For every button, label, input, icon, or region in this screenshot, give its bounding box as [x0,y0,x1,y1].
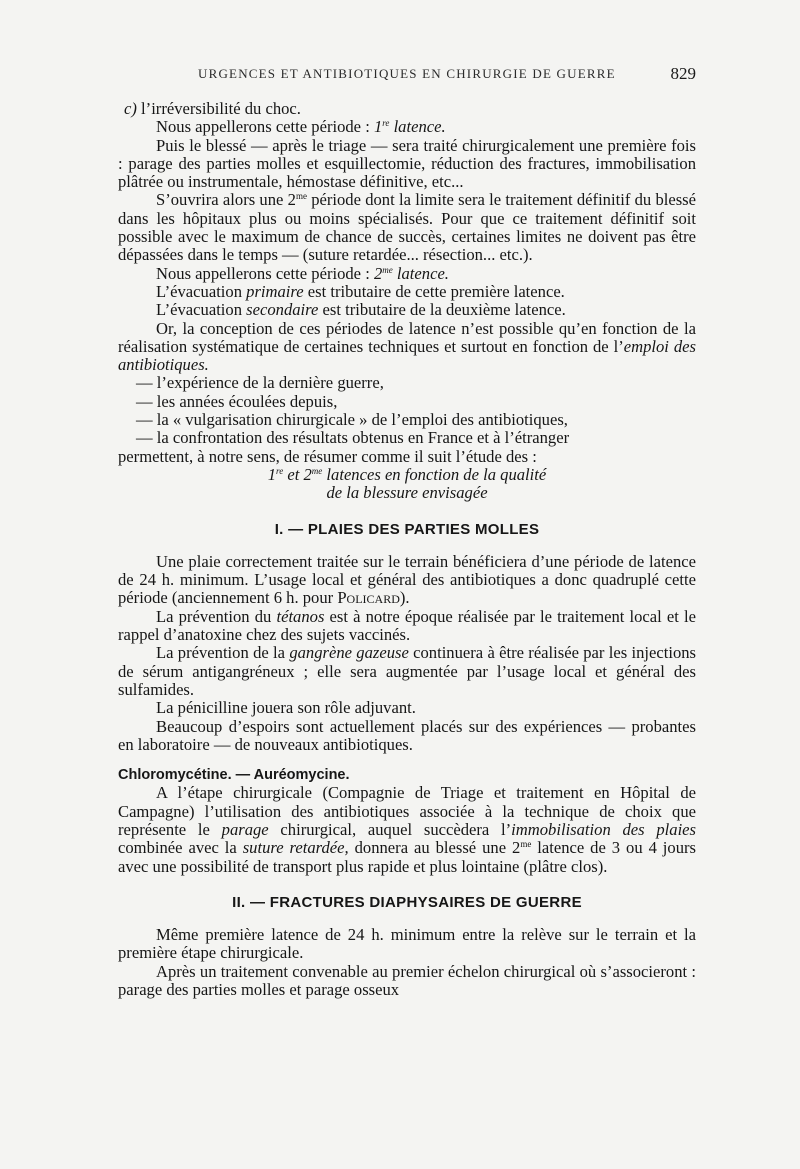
paragraph [118,301,696,319]
page-number: 829 [670,64,696,83]
paragraph: La pénicilline jouera son rôle adjuvant. [156,698,416,718]
section-heading: II. — FRACTURES DIAPHYSAIRES DE GUERRE [232,893,582,911]
superscript: re [382,118,390,129]
text-run: La prévention du [156,606,277,626]
subsection-heading: Chloromycétine. — Auréomycine. [118,767,350,784]
paragraph [118,608,696,645]
superscript: me [311,465,323,476]
dash-item: — l’expérience de la dernière guerre, [136,373,384,393]
paragraph [118,553,696,608]
text-run: 2 [373,263,383,283]
text-run: ). [399,588,410,608]
text-run: est tributaire de cette première latence. [303,281,565,301]
paragraph [118,100,696,118]
paragraph [118,644,696,699]
italic-run: secondaire [246,300,319,320]
text-run: est tributaire de la deuxième latence. [318,300,566,320]
text-run: latences en fonction de la qualité [322,464,547,484]
page-header [118,64,696,88]
text-run: L’évacuation [156,300,247,320]
centered-title [118,466,696,484]
text-run: et 2 [283,464,312,484]
paragraph [118,283,696,301]
paragraph: Puis le blessé — après le triage — sera traité chirurgicalement une première fois : parage des parties molles et esquillectomie, réduction des fractures, immobilisation plâtrée ou instrumentale, hémostase définitive, etc... [118,135,696,192]
paragraph [118,191,696,264]
text-run: latence de 3 ou 4 jours avec une possibilité de transport plus rapide et plus lointaine (plâtre clos). [118,838,696,876]
superscript: re [276,465,284,476]
text-run: 1 [267,464,277,484]
text-run: donnera au blessé une 2 [348,838,521,858]
text-run: 1 [373,117,383,137]
text-run: S’ouvrira alors une 2 [156,190,296,210]
paragraph [118,265,696,283]
page-body [118,100,696,999]
dash-item: — les années écoulées depuis, [136,391,338,411]
paragraph [118,118,696,136]
text-run: est à notre époque réalisée par le traitement local et le rappel d’anatoxine chez des sujets vaccinés. [118,606,696,645]
text-run: Nous appellerons cette période : [156,117,374,137]
paragraph: permettent, à notre sens, de résumer comme il suit l’étude des : [118,446,537,466]
text-run: l’irréversibilité du choc. [136,99,301,118]
italic-run: suture retardée, [242,838,349,858]
paragraph: Après un traitement convenable au premier échelon chirurgical où s’associeront : parage des parties molles et parage osseux [118,961,696,1000]
author-name: Policard [337,588,400,608]
text-run: latence. [389,117,446,137]
dash-item: — la « vulgarisation chirurgicale » de l’emploi des antibiotiques, [136,410,568,430]
text-run: L’évacuation [156,281,247,301]
superscript: me [382,264,393,275]
text-run: Une plaie correctement traitée sur le terrain bénéficiera d’une période de latence de 24 h. minimum. L’usage local et général des antibiotiques a donc quadruplé cette période (anciennement 6 h. pour [118,551,696,608]
paragraph [118,320,696,375]
text-run: continuera à être réalisée par les injections de sérum antigangréneux ; elle sera augmentée par l’usage local et général des sulfamides. [118,643,696,699]
text-run: combinée avec la [118,838,243,858]
superscript: me [295,191,307,202]
text-run: Nous appellerons cette période : [156,263,374,283]
text-run: chirurgical, auquel succèdera l’ [268,819,512,839]
list-label: c) [124,99,137,118]
superscript: me [520,839,532,850]
centered-title: de la blessure envisagée [326,483,488,503]
section-heading: I. — PLAIES DES PARTIES MOLLES [274,520,540,538]
italic-run: gangrène gazeuse [289,643,409,663]
dash-item: — la confrontation des résultats obtenus en France et à l’étranger [136,428,570,448]
italic-run: immobilisation des plaies [511,819,696,839]
italic-run: parage [221,819,269,839]
paragraph [118,784,696,875]
paragraph: Beaucoup d’espoirs sont actuellement placés sur des expériences — probantes en laboratoire — de nouveaux antibiotiques. [118,716,696,754]
italic-run: tétanos [276,606,325,626]
paragraph: Même première latence de 24 h. minimum entre la relève sur le terrain et la première étape chirurgicale. [118,925,696,963]
text-run: période dont la limite sera le traitement définitif du blessé dans les hôpitaux plus ou moins spécialisés. Pour que ce traitement définitif soit possible avec le maximum de chance de succès, certaines limites ne doivent pas être dépassées dans le temps — (suture retardée... résection... etc.). [118,190,696,265]
running-title: URGENCES ET ANTIBIOTIQUES EN CHIRURGIE DE GUERRE [198,66,616,81]
italic-run: primaire [246,281,304,301]
italic-run: emploi des antibiotiques. [118,336,696,375]
text-run: A l’étape chirurgicale (Compagnie de Triage et traitement en Hôpital de Campagne) l’utilisation des antibiotiques associée à la technique de choix que représente le [118,783,696,839]
text-run: La prévention de la [156,643,290,663]
text-run: latence. [392,263,449,283]
text-run: Or, la conception de ces périodes de latence n’est possible qu’en fonction de la réalisation systématique de certaines techniques et surtout en fonction de l’ [118,318,696,356]
